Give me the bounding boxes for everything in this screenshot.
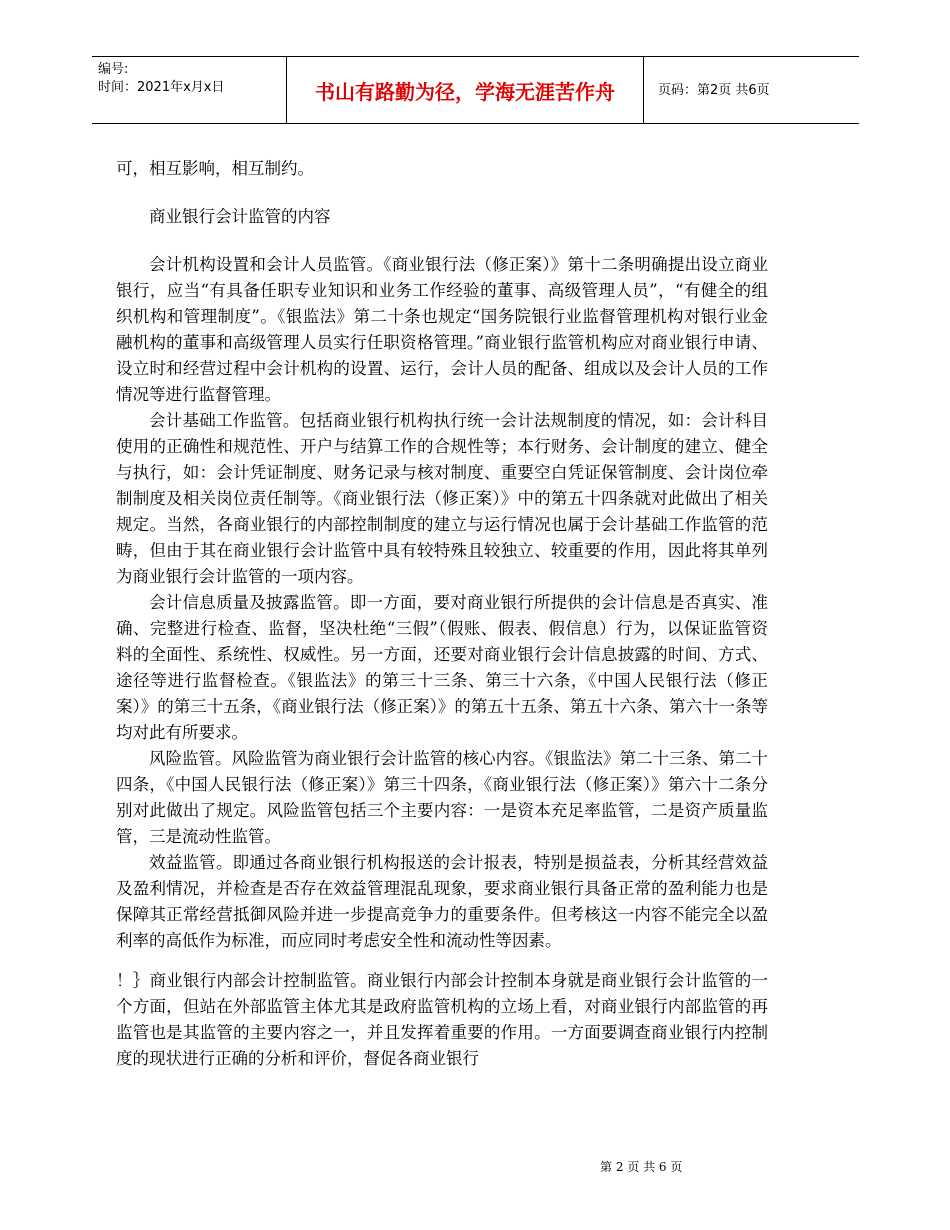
section-heading: 商业银行会计监管的内容 <box>149 207 331 226</box>
header-page-info: 页码：第2页 共6页 <box>658 83 770 98</box>
paragraph-internal-control: ！｝商业银行内部会计控制监管。商业银行内部会计控制本身就是商业银行会计监管的一个方面，但站在外部监管主体尤其是政府监管机构的立场上看，对商业银行内部监管的再监管也是其监管的主要内容之一，并且发挥着重要的作用。一方面要调查商业银行内控制度的现状进行正确的分析和评价，督促各商业银行 <box>116 971 768 1068</box>
header-motto: 书山有路勤为径，学海无涯苦作舟 <box>286 57 644 123</box>
document-time-label: 时间：2021年x月x日 <box>98 80 225 95</box>
paragraph-risk-supervision: 风险监管。风险监管为商业银行会计监管的核心内容。《银监法》第二十三条、第二十四条，《中国人民银行法（修正案）》第三十四条，《商业银行法（修正案）》第六十二条分别对此做出了规定。风险监管包括三个主要内容：一是资本充足率监管，二是资产质量监管，三是流动性监管。 <box>116 749 768 846</box>
page-header <box>92 56 859 124</box>
paragraph-accounting-basics: 会计基础工作监管。包括商业银行机构执行统一会计法规制度的情况，如：会计科目使用的正确性和规范性、开户与结算工作的合规性等；本行财务、会计制度的建立、健全与执行，如：会计凭证制度、财务记录与核对制度、重要空白凭证保管制度、会计岗位牵制制度及相关岗位责任制等。《商业银行法（修正案）》中的第五十四条就对此做出了相关规定。当然，各商业银行的内部控制制度的建立与运行情况也属于会计基础工作监管的范畴，但由于其在商业银行会计监管中具有较特殊且较独立、较重要的作用，因此将其单列为商业银行会计监管的一项内容。 <box>116 411 768 586</box>
page-footer: 第 2 页 共 6 页 <box>600 1160 683 1174</box>
paragraph-continuation: 可，相互影响，相互制约。 <box>116 159 314 178</box>
paragraph-efficiency-supervision: 效益监管。即通过各商业银行机构报送的会计报表，特别是损益表，分析其经营效益及盈利情况，并检查是否存在效益管理混乱现象，要求商业银行具备正常的盈利能力也是保障其正常经营抵御风险并进一步提高竞争力的重要条件。但考核这一内容不能完全以盈利率的高低作为标准，而应同时考虑安全性和流动性等因素。 <box>116 853 768 950</box>
paragraph-information-disclosure: 会计信息质量及披露监管。即一方面，要对商业银行所提供的会计信息是否真实、准确、完整进行检查、监督，坚决杜绝“三假”（假账、假表、假信息）行为，以保证监管资料的全面性、系统性、权威性。另一方面，还要对商业银行会计信息披露的时间、方式、途径等进行监督检查。《银监法》的第三十三条、第三十六条，《中国人民银行法（修正案）》的第三十五条，《商业银行法（修正案）》的第五十五条、第五十六条、第六十一条等均对此有所要求。 <box>116 593 768 742</box>
header-meta <box>98 61 224 97</box>
paragraph-accounting-institution: 会计机构设置和会计人员监管。《商业银行法（修正案）》第十二条明确提出设立商业银行，应当“有具备任职专业知识和业务工作经验的董事、高级管理人员”，“有健全的组织机构和管理制度”。《银监法》第二十条也规定“国务院银行业监督管理机构对银行业金融机构的董事和高级管理人员实行任职资格管理。”商业银行监管机构应对商业银行申请、设立时和经营过程中会计机构的设置、运行，会计人员的配备、组成以及会计人员的工作情况等进行监督管理。 <box>116 255 768 404</box>
document-number-label: 编号: <box>98 62 129 77</box>
document-body <box>116 156 768 1072</box>
